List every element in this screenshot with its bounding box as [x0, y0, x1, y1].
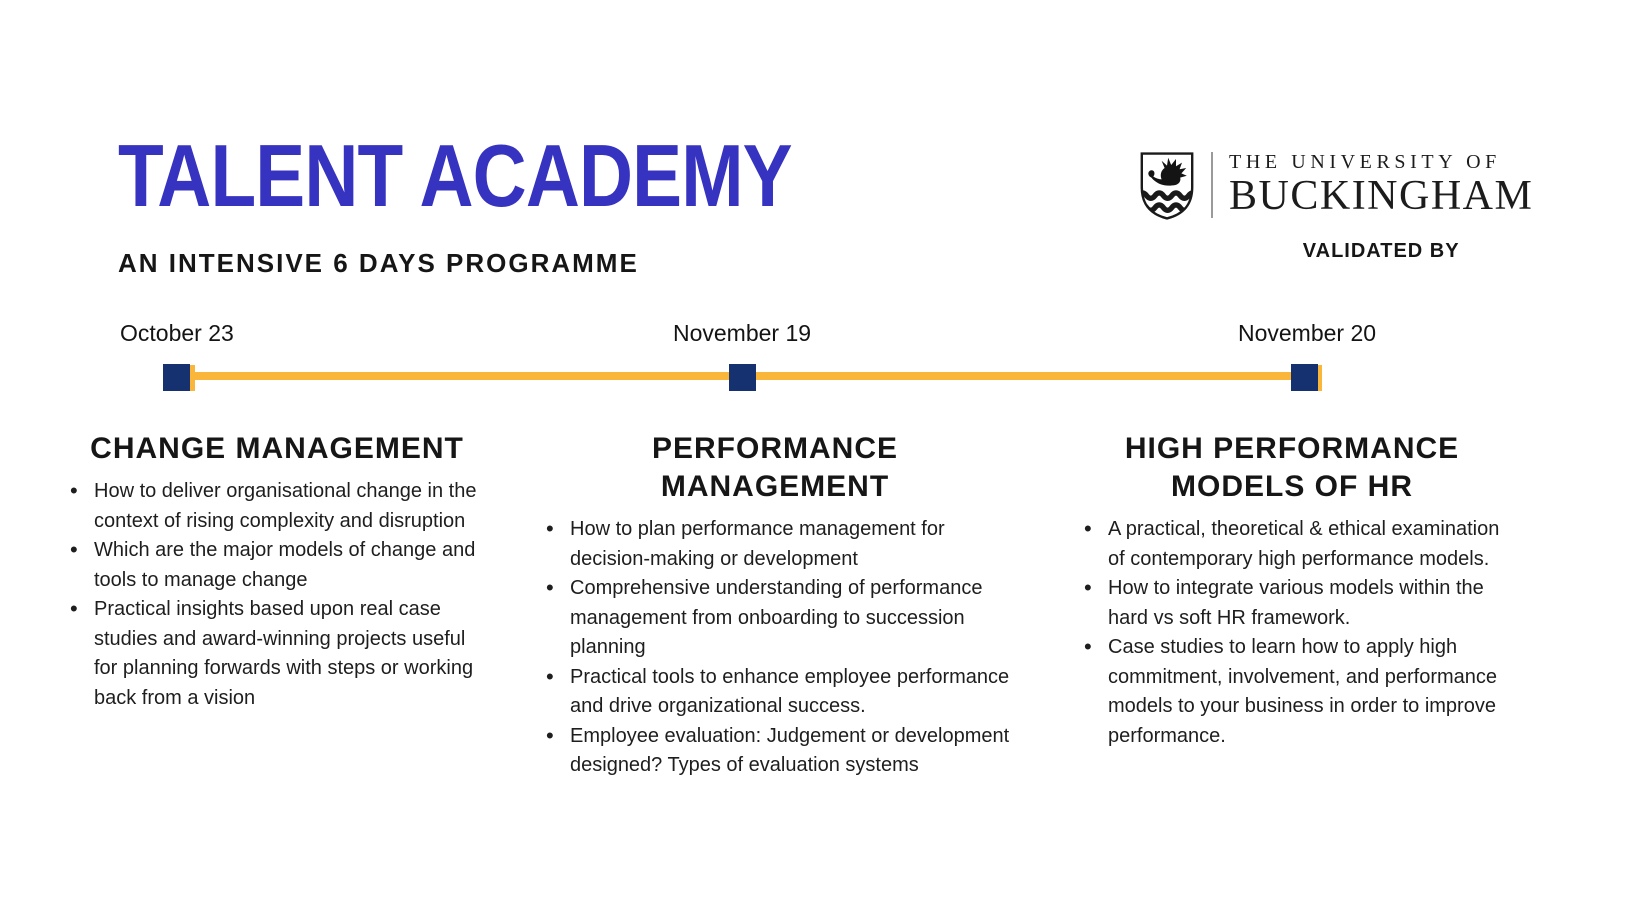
timeline	[0, 0, 1640, 410]
bullet-list	[1078, 515, 1506, 751]
bullet-item: • Comprehensive understanding of performance management from onboarding to succession planning	[540, 574, 1010, 663]
bullet-item: • Case studies to learn how to apply high commitment, involvement, and performance models to your business in order to improve performance.	[1078, 633, 1506, 751]
timeline-date-1: October 23	[120, 320, 234, 346]
timeline-date-3: November 20	[1237, 320, 1377, 346]
bullet-item: • How to integrate various models within the hard vs soft HR framework.	[1078, 574, 1506, 633]
validated-by-label: VALIDATED BY	[1302, 240, 1460, 262]
bullet-item: • Which are the major models of change and tools to manage change	[64, 536, 490, 595]
column-heading: PERFORMANCE MANAGEMENT	[651, 432, 898, 503]
university-name: BUCKINGHAM	[1229, 173, 1534, 219]
timeline-marker-1	[163, 364, 190, 391]
bullet-item: • A practical, theoretical & ethical examination of contemporary high performance models.	[1078, 515, 1506, 574]
timeline-marker-3	[1291, 364, 1318, 391]
university-prefix: THE UNIVERSITY OF	[1229, 151, 1501, 173]
column-high-performance-models	[1078, 430, 1506, 751]
column-performance-management	[540, 430, 1010, 781]
timeline-marker-2	[729, 364, 756, 391]
bullet-item: • How to plan performance management for decision-making or development	[540, 515, 1010, 574]
column-heading: HIGH PERFORMANCE MODELS OF HR	[1124, 432, 1460, 503]
bullet-item: • Employee evaluation: Judgement or development designed? Types of evaluation systems	[540, 722, 1010, 781]
bullet-item: • Practical insights based upon real case studies and award-winning projects useful for planning forwards with steps or working back from a vision	[64, 595, 490, 713]
column-heading: CHANGE MANAGEMENT	[90, 432, 464, 465]
page-subtitle: AN INTENSIVE 6 DAYS PROGRAMME	[118, 248, 639, 278]
bullet-list	[540, 515, 1010, 781]
bullet-item: • Practical tools to enhance employee performance and drive organizational success.	[540, 663, 1010, 722]
column-change-management	[64, 430, 490, 713]
timeline-date-2: November 19	[672, 320, 812, 346]
bullet-item: • How to deliver organisational change in the context of rising complexity and disruption	[64, 477, 490, 536]
page-title: TALENT ACADEMY	[118, 126, 792, 225]
bullet-list	[64, 477, 490, 713]
